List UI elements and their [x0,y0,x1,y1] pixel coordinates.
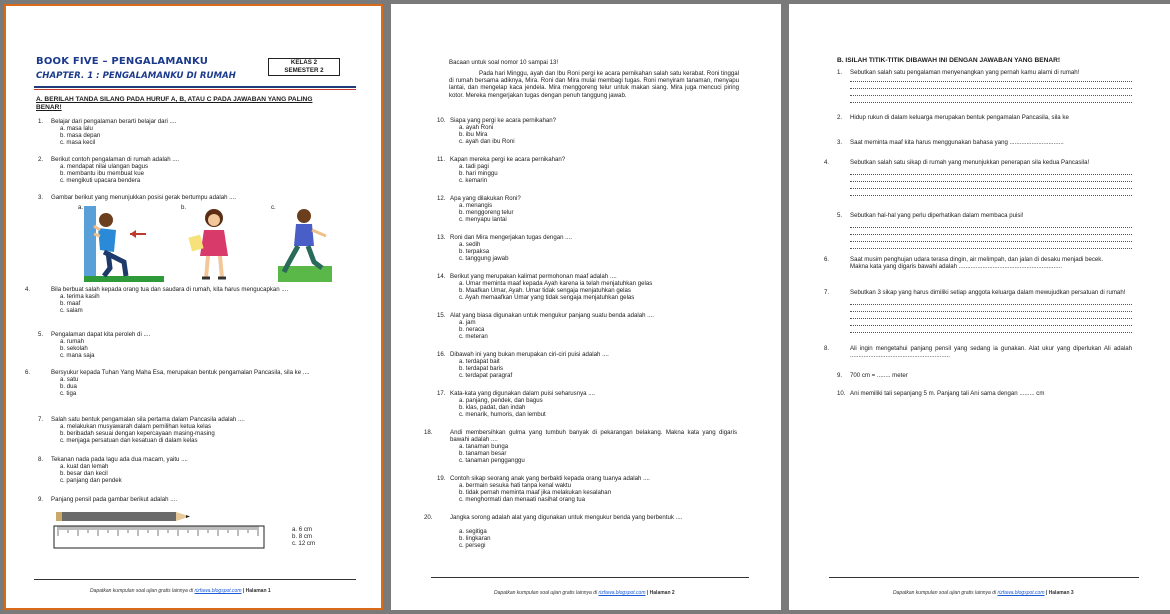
boy-pushing-wall-illustration [84,206,164,282]
p2-question-16: 16. Dibawah ini yang bukan merupakan ciri-ciri puisi adalah .... a. terdapat bait b. terdapat baris c. terdapat paragraf [437,351,609,380]
footer-link[interactable]: rizfawa.blogspot.com [598,590,646,596]
pic-label-b: b. [181,204,187,211]
p3-question-8: 8. Ali ingin mengetahui panjang pensil yang sedang ia gunakan. Alat ukur yang diperlukan Ali adalah ........................................................... [824,345,1132,360]
page-3-footer: Dapatkan kumpulan soal ujian gratis lainnya di rizfawa.blogspot.com | Halaman 3 [893,590,1074,596]
p1-question-2: 2. Berikut contoh pengalaman di rumah adalah .... a. mendapat nilai ulangan bagus b. membantu ibu membuat kue c. mengikuti upacara bendera [38,156,180,185]
p3-question-1: 1. Sebutkan salah satu pengalaman menyenangkan yang pernah kamu alami di rumah! [837,69,1132,104]
p1-question-4: 4. Bila berbuat salah kepada orang tua dan saudara di rumah, kita harus mengucapkan .... a. terima kasih b. maaf c. salam [25,286,289,315]
p1-question-7: 7. Salah satu bentuk pengamalan sila pertama dalam Pancasila adalah .... a. melakukan musyawarah dalam pemilihan ketua kelas b. beribadah sesuai dengan kepercayaan masing-masing c. menjaga persatuan dan kesatuan di dalam kelas [38,416,245,445]
footer-rule [431,577,749,578]
p2-question-13: 13. Roni dan Mira mengerjakan tugas dengan .... a. sedih b. terpaksa c. tanggung jawab [437,234,572,263]
p3-question-6: 6. Saat musim penghujan udara terasa dingin, air melimpah, dan jalan di desaku menjadi becek. Makna kata yang digaris bawahi adalah ............................................................. [837,256,1132,270]
p3-question-9: 9. 700 cm = ........ meter [837,372,908,379]
boy-running-illustration [274,206,334,282]
page-1-footer: Dapatkan kumpulan soal ujian gratis lainnya di rizfawa.blogspot.com | Halaman 1 [90,588,271,594]
page-1 [4,4,383,610]
chapter-title: CHAPTER. 1 : PENGALAMANKU DI RUMAH [36,71,236,81]
p2-question-15: 15. Alat yang biasa digunakan untuk mengukur panjang suatu benda adalah .... a. jam b. neraca c. meteran [437,312,654,341]
p1-question-3: 3. Gambar berikut yang menunjukkan posisi gerak bertumpu adalah .... [38,194,236,201]
book-title: BOOK FIVE – PENGALAMANKU [36,56,209,67]
girl-with-paper-illustration [184,206,244,282]
footer-rule [34,579,356,580]
class-box [268,58,340,76]
footer-link[interactable]: rizfawa.blogspot.com [997,590,1045,596]
pencil-ruler-illustration [52,508,267,550]
section-b-instruction: B. ISILAH TITIK-TITIK DIBAWAH INI DENGAN JAWABAN YANG BENAR! [837,57,1061,64]
p3-question-2: 2. Hidup rukun di dalam keluarga merupakan bentuk pengamalan Pancasila, sila ke [837,114,1069,121]
p1-question-8: 8. Tekanan nada pada lagu ada dua macam, yaitu .... a. kuat dan lemah b. besar dan kecil c. panjang dan pendek [38,456,188,485]
footer-link[interactable]: rizfawa.blogspot.com [194,588,242,594]
p3-question-5: 5. Sebutkan hal-hal yang perlu diperhatikan dalam membaca puisi! [837,212,1132,250]
p3-question-7: 7. Sebutkan 3 sikap yang harus dimiliki setiap anggota keluarga dalam mewujudkan persatuan di rumah! [837,289,1132,334]
p2-question-14: 14. Berikut yang merupakan kalimat permohonan maaf adalah .... a. Umar meminta maaf kepada Ayah karena ia telah menjatuhkan gelas b. Maafkan Umar, Ayah. Umar tidak sengaja menjatuhkan gelas c. Ayah memaafkan Umar yang tidak sengaja menjatuhkan gelas [437,273,653,302]
page-3 [789,4,1170,610]
p1-question-6: 6. Bersyukur kepada Tuhan Yang Maha Esa, merupakan bentuk pengamalan Pancasila, sila ke .... a. satu b. dua c. tiga [25,369,310,398]
p2-question-19: 19. Contoh sikap seorang anak yang berbakti kepada orang tuanya adalah .... a. bermain sesuka hati tanpa kenal waktu b. tidak pernah meminta maaf jika melakukan kesalahan c. menghormati dan menaati nasihat orang tua [437,475,650,504]
semester-label: SEMESTER 2 [284,67,324,74]
q6-meaning: Makna kata yang digaris bawahi adalah ............................................................. [850,263,1063,271]
kelas-label: KELAS 2 [290,59,318,66]
passage-text: Pada hari Minggu, ayah dan Ibu Roni pergi ke acara pernikahan salah satu kerabat. Roni tinggal di rumah bersama adiknya, Mira. Roni dan Mira mulai membagi tugas. Roni menyiram tanaman, menyapu lantai, dan mengelap kaca jendela. Mira menggoreng telur untuk makan siang. Mira juga mencuci piring kotor. Mereka mengerjakan tugas dengan penuh tanggung jawab. [449,70,739,99]
p2-question-18: 18. Andi membersihkan gulma yang tumbuh banyak di pekarangan belakang. Makna kata yang digaris bawahi adalah .... a. tanaman bunga b. tanaman besar c. tanaman pengganggu [424,429,737,465]
passage-intro: Bacaan untuk soal nomor 10 sampai 13! [449,59,559,66]
p2-question-20: 20. Jangka sorong adalah alat yang digunakan untuk mengukur benda yang berbentuk .... a. segitiga b. lingkaran c. persegi [424,514,683,550]
p1-question-5: 5. Pengalaman dapat kita peroleh di .... a. rumah b. sekolah c. mana saja [38,331,151,360]
footer-rule [829,577,1139,578]
p3-question-3: 3. Saat meminta maaf kita harus menggunakan bahasa yang ................................ [837,139,1064,146]
header-rule-red [34,89,356,90]
p2-question-10: 10. Siapa yang pergi ke acara pernikahan? a. ayah Roni b. ibu Mira c. ayah dan ibu Roni [437,117,557,146]
p1-question-9: 9. Panjang pensil pada gambar berikut adalah .... [38,496,178,503]
page-2-footer: Dapatkan kumpulan soal ujian gratis lainnya di rizfawa.blogspot.com | Halaman 2 [494,590,675,596]
header-rule [34,86,356,88]
p2-question-12: 12. Apa yang dilakukan Roni? a. menangis b. menggoreng telur c. menyapu lantai [437,195,521,224]
pic-label-c: c. [271,204,276,211]
p2-question-11: 11. Kapan mereka pergi ke acara pernikahan? a. tadi pagi b. hari minggu c. kemarin [437,156,566,185]
p2-question-17: 17. Kata-kata yang digunakan dalam puisi seharusnya .... a. panjang, pendek, dan bagus b. klas, padat, dan indah c. menarik, humoris, dan lembut [437,390,595,419]
p1-question-1: 1. Belajar dari pengalaman berarti belajar dari .... a. masa lalu b. masa depan c. masa kecil [38,118,177,147]
pic-label-a: a. [78,204,84,211]
q9-options: a. 6 cm b. 8 cm c. 12 cm [292,526,316,548]
p3-question-4: 4. Sebutkan salah satu sikap di rumah yang menunjukkan penerapan sila kedua Pancasila! [837,159,1132,197]
page-2 [391,4,781,610]
p3-question-10: 10. Ani memiliki tali sepanjang 5 m. Panjang tali Ani sama dengan ......... cm [837,390,1045,397]
section-a-instruction: A. BERILAH TANDA SILANG PADA HURUF A, B, ATAU C PADA JAWABAN YANG PALING BENAR! [36,96,313,111]
